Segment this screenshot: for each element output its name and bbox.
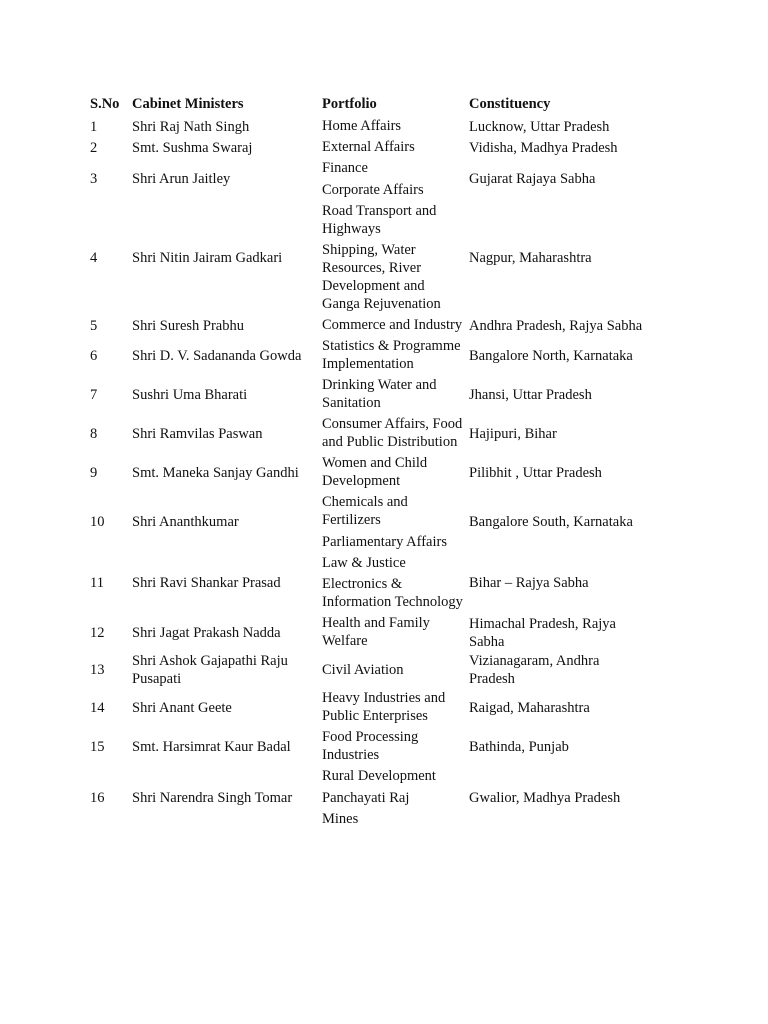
header-sno: S.No [90,96,120,112]
cell-portfolio [319,652,466,688]
table-row [87,766,647,830]
cell-constituency: Raigad, Maharashtra [469,699,590,716]
cell-constituency: Vidisha, Madhya Pradesh [469,139,618,156]
cell-portfolio [319,613,466,652]
portfolio-item: External Affairs [322,139,415,155]
cell-minister: Shri Jagat Prakash Nadda [132,624,281,641]
cell-constituency: Pilibhit , Uttar Pradesh [469,464,602,481]
table-row [87,336,647,375]
portfolio-item: Commerce and Industry [322,317,463,333]
cell-constituency: Nagpur, Maharashtra [469,249,592,266]
cell-minister: Shri D. V. Sadananda Gowda [132,347,302,364]
cell-constituency: Bihar – Rajya Sabha [469,574,589,591]
cell-minister: Shri Nitin Jairam Gadkari [132,249,283,266]
cell-constituency: Gujarat Rajaya Sabha [469,171,596,188]
cell-minister: Sushri Uma Bharati [132,386,248,403]
cell-constituency: Gwalior, Madhya Pradesh [469,790,621,806]
table-row [87,492,647,553]
cell-portfolio [319,375,466,414]
portfolio-item: Statistics & Programme Implementation [322,338,461,372]
cell-minister: Shri Suresh Prabhu [132,317,244,334]
cell-constituency: Andhra Pradesh, Rajya Sabha [469,317,643,334]
portfolio-item: Law & Justice [322,554,406,571]
cell-minister: Shri Raj Nath Singh [132,118,250,135]
cell-sno: 8 [90,425,98,442]
cell-minister: Shri Arun Jaitley [132,171,231,188]
portfolio-item: Consumer Affairs, Food and Public Distribution [322,416,463,450]
cell-portfolio [319,158,466,201]
cell-sno: 10 [90,514,105,531]
cell-minister: Shri Ravi Shankar Prasad [132,574,281,591]
cell-portfolio [319,688,466,727]
table-header-row [87,94,647,116]
portfolio-item: Chemicals and Fertilizers [322,494,408,528]
cell-constituency: Himachal Pradesh, Rajya Sabha [469,615,616,650]
table-row [87,553,647,614]
cell-minister: Shri Anant Geete [132,699,232,716]
header-constituency: Constituency [469,96,551,112]
cell-sno: 11 [90,574,104,591]
cabinet-ministers-table [87,94,647,830]
cell-constituency: Bangalore North, Karnataka [469,347,633,364]
cell-sno: 13 [90,662,105,678]
cell-portfolio [319,336,466,375]
portfolio-item: Mines [322,811,359,827]
cell-minister: Shri Narendra Singh Tomar [132,790,293,806]
table-row [87,158,647,201]
portfolio-item: Finance [322,160,368,176]
cell-minister: Smt. Sushma Swaraj [132,139,253,156]
cell-portfolio [319,453,466,492]
cell-portfolio [319,137,466,158]
cell-minister: Shri Ashok Gajapathi Raju Pusapati [132,653,288,687]
table-row [87,414,647,453]
portfolio-item: Road Transport and Highways [322,202,437,237]
cell-sno: 9 [90,464,98,481]
table-row [87,453,647,492]
table-body [87,116,647,830]
table-row [87,201,647,316]
portfolio-item: Parliamentary Affairs [322,533,447,550]
portfolio-item: Heavy Industries and Public Enterprises [322,690,446,724]
table-row [87,613,647,652]
table-row [87,375,647,414]
portfolio-item: Food Processing Industries [322,729,419,763]
header-minister: Cabinet Ministers [132,96,244,112]
cell-portfolio [319,727,466,766]
cell-sno: 5 [90,317,98,334]
cell-constituency: Hajipuri, Bihar [469,425,557,442]
cell-portfolio [319,201,466,316]
cell-constituency: Jhansi, Uttar Pradesh [469,386,592,403]
table-row [87,727,647,766]
cell-sno: 3 [90,171,98,188]
table-row [87,688,647,727]
cell-sno: 1 [90,118,98,135]
portfolio-item: Women and Child Development [322,455,428,489]
cell-portfolio [319,116,466,137]
portfolio-item: Shipping, Water Resources, River Development and Ganga Rejuvenation [322,242,441,312]
portfolio-item: Rural Development [322,768,436,784]
portfolio-item: Health and Family Welfare [322,615,430,649]
cell-minister: Smt. Maneka Sanjay Gandhi [132,464,299,481]
cell-constituency: Bathinda, Punjab [469,738,569,755]
cell-portfolio [319,414,466,453]
cell-sno: 12 [90,624,105,641]
cell-constituency: Bangalore South, Karnataka [469,514,633,531]
cell-sno: 4 [90,249,98,266]
cell-sno: 7 [90,386,98,403]
portfolio-item: Corporate Affairs [322,181,424,198]
table-row [87,137,647,158]
table-row [87,116,647,137]
cell-minister: Shri Ramvilas Paswan [132,425,263,442]
cell-sno: 6 [90,347,98,364]
cell-portfolio [319,553,466,614]
portfolio-item: Civil Aviation [322,661,404,678]
portfolio-item: Panchayati Raj [322,789,410,806]
cell-sno: 16 [90,790,105,806]
cell-constituency: Lucknow, Uttar Pradesh [469,118,610,135]
cell-portfolio [319,492,466,553]
cell-minister: Smt. Harsimrat Kaur Badal [132,738,291,755]
cell-sno: 2 [90,139,98,156]
cell-constituency: Vizianagaram, Andhra Pradesh [469,653,600,687]
table-row [87,315,647,336]
cell-portfolio [319,315,466,336]
portfolio-item: Home Affairs [322,118,402,134]
cell-sno: 15 [90,738,105,755]
header-portfolio: Portfolio [322,96,377,112]
table-row [87,652,647,688]
cell-portfolio [319,766,466,830]
cell-minister: Shri Ananthkumar [132,514,239,531]
portfolio-item: Electronics & Information Technology [322,576,463,610]
cell-sno: 14 [90,699,105,716]
portfolio-item: Drinking Water and Sanitation [322,377,437,411]
